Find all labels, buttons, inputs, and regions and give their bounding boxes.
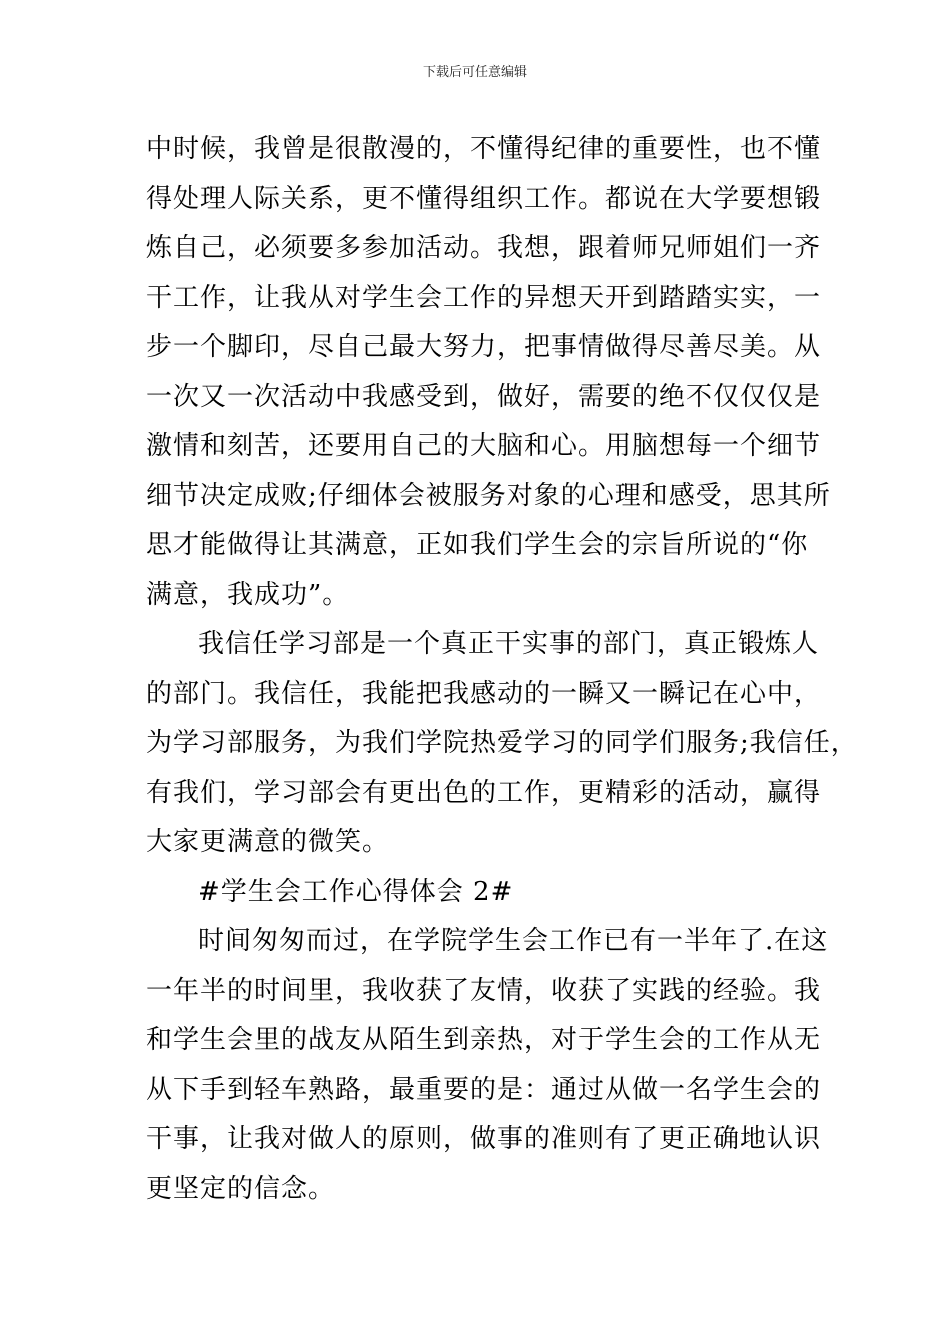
text-line: 从下手到轻车熟路，最重要的是：通过从做一名学生会的 [146, 1074, 822, 1105]
text-line: 思才能做得让其满意，正如我们学生会的宗旨所说的“你 [146, 530, 809, 560]
section-heading [146, 868, 816, 918]
text-line: 满意，我成功”。 [146, 579, 350, 610]
text-line: 更坚定的信念。 [146, 1173, 336, 1204]
text-line: 步一个脚印，尽自己最大努力，把事情做得尽善尽美。从 [146, 332, 822, 362]
text-line: 和学生会里的战友从陌生到亲热，对于学生会的工作从无 [146, 1025, 822, 1055]
text-line: 时间匆匆而过，在学院学生会工作已有一半年了.在这 [198, 926, 829, 956]
text-line: 细节决定成败;仔细体会被服务对象的心理和感受，思其所 [146, 480, 831, 511]
text-line: 干工作，让我从对学生会工作的异想天开到踏踏实实，一 [146, 282, 822, 313]
section-heading-text: #学生会工作心得体会 2# [198, 876, 514, 907]
text-line: 为学习部服务，为我们学院热爱学习的同学们服务;我信任， [146, 728, 858, 758]
header-note: 下载后可任意编辑 [422, 65, 527, 80]
paragraph-3 [146, 917, 829, 1214]
text-line: 一年半的时间里，我收获了友情，收获了实践的经验。我 [146, 975, 822, 1006]
text-line: 激情和刻苦，还要用自己的大脑和心。用脑想每一个细节 [146, 431, 822, 461]
text-line: 中时候，我曾是很散漫的，不懂得纪律的重要性，也不懂 [146, 134, 822, 164]
text-line: 一次又一次活动中我感受到，做好，需要的绝不仅仅仅是 [146, 381, 822, 412]
paragraph-1 [146, 125, 831, 620]
text-line: 有我们，学习部会有更出色的工作，更精彩的活动，赢得 [146, 777, 822, 808]
text-line: 的部门。我信任，我能把我感动的一瞬又一瞬记在心中， [146, 678, 822, 709]
text-line: 炼自己，必须要多参加活动。我想，跟着师兄师姐们一齐 [146, 233, 822, 263]
text-line: 大家更满意的微笑。 [146, 827, 390, 857]
text-line: 干事，让我对做人的原则，做事的准则有了更正确地认识 [146, 1124, 822, 1154]
text-line: 得处理人际关系，更不懂得组织工作。都说在大学要想锻 [146, 183, 822, 214]
paragraph-2 [146, 620, 858, 868]
document-body [146, 125, 858, 1214]
text-line: 我信任学习部是一个真正干实事的部门，真正锻炼人 [198, 629, 820, 659]
